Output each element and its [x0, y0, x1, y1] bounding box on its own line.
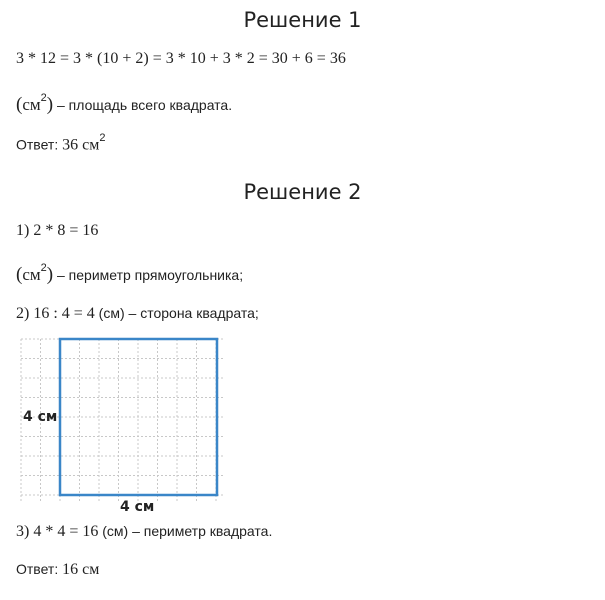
answer-value: 36 см	[62, 136, 100, 154]
step-3-description: (см) – периметр квадрата.	[98, 523, 273, 539]
solution-2-step-2	[16, 305, 259, 323]
solution-2-answer	[16, 561, 99, 579]
perimeter-description: – периметр прямоугольника;	[53, 267, 244, 283]
answer-label: Ответ:	[16, 136, 63, 153]
equation-text: 3 * 12 = 3 * (10 + 2) = 3 * 10 + 3 * 2 = 30 + 6 = 36	[16, 50, 346, 67]
solution-2-heading: Решение 2	[243, 180, 362, 204]
step-1-equation: 1) 2 * 8 = 16	[16, 222, 99, 239]
step-2-description: (см) – сторона квадрата;	[94, 305, 259, 321]
solution-2-step-1-statement: $(см^2)$ – периметр прямоугольника;	[16, 262, 244, 285]
solution-2-step-1	[16, 222, 98, 240]
unit-text: см	[22, 265, 41, 284]
solution-1-heading: Решение 1	[243, 8, 362, 32]
square-grid-figure	[13, 334, 225, 512]
answer-power: 2	[99, 132, 106, 144]
solution-2-step-3	[16, 523, 272, 541]
solution-1-equation	[16, 50, 346, 68]
area-description: – площадь всего квадрата.	[53, 97, 233, 113]
bottom-side-label: 4 см	[120, 499, 155, 512]
step-2-equation: 2) 16 : 4 = 4	[16, 305, 95, 322]
unit-power: 2	[40, 92, 47, 105]
unit-power: 2	[40, 262, 47, 275]
answer-label: Ответ:	[16, 561, 63, 577]
left-side-label: 4 см	[23, 409, 58, 425]
solution-1-answer	[16, 132, 106, 155]
unit-text: см	[22, 95, 41, 114]
answer-value: 16 см	[62, 561, 100, 578]
solution-1-area-statement: $(см^2)$ – площадь всего квадрата.	[16, 92, 233, 115]
step-3-equation: 3) 4 * 4 = 16	[16, 523, 99, 540]
